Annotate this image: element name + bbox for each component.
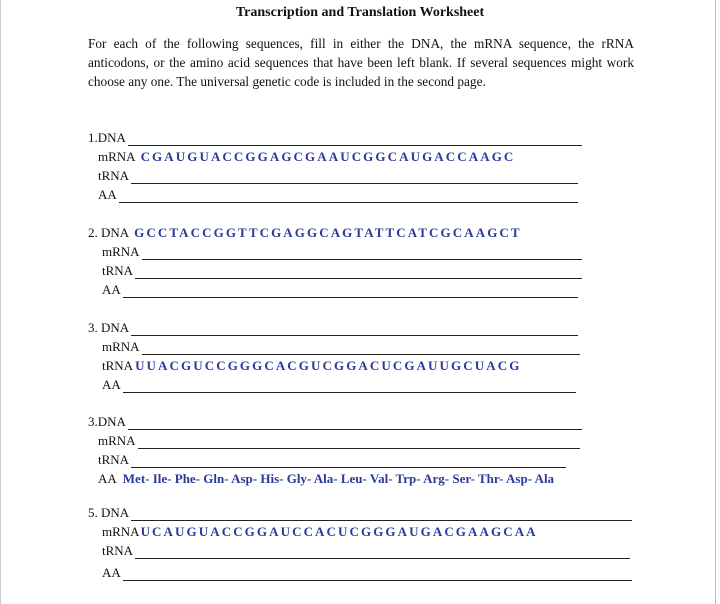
mrna-answer-blank[interactable] (138, 436, 580, 449)
trna-label: tRNA (102, 263, 134, 278)
problem-3-aa-row (102, 377, 576, 393)
dna-answer-blank[interactable] (131, 508, 632, 521)
mrna-label: mRNA (98, 433, 136, 448)
mrna-answer-blank[interactable] (142, 342, 580, 355)
problem-5-aa-row (102, 565, 632, 581)
trna-label: tRNA (98, 452, 130, 467)
problem-1-aa-row (98, 187, 578, 203)
trna-label: tRNA (102, 543, 134, 558)
aa-answer-blank[interactable] (123, 568, 632, 581)
dna-label: 3. DNA (88, 320, 130, 335)
problem-4-aa-row (98, 471, 638, 487)
problem-2-aa-row (102, 282, 578, 298)
page-left-edge (0, 0, 1, 604)
trna-answer-blank[interactable] (135, 546, 630, 559)
aa-label: AA (98, 187, 117, 202)
aa-label: AA (98, 471, 117, 486)
mrna-label: mRNA (102, 524, 140, 539)
problem-3-trna-row (102, 358, 622, 374)
problem-3-dna-row (88, 320, 578, 336)
problem-4-mrna-row (98, 433, 580, 449)
problem-2-trna-row (102, 263, 582, 279)
problem-3-mrna-row (102, 339, 580, 355)
mrna-label: mRNA (98, 149, 136, 164)
dna-answer-blank[interactable] (128, 417, 582, 430)
problem-2-dna-row (88, 225, 628, 241)
problem-2-mrna-row (102, 244, 582, 260)
aa-answer-blank[interactable] (123, 285, 578, 298)
dna-answer-blank[interactable] (131, 323, 578, 336)
worksheet-title: Transcription and Translation Worksheet (235, 5, 485, 20)
trna-answer-blank[interactable] (131, 455, 566, 468)
instructions-paragraph: For each of the following sequences, fill in either the DNA, the mRNA sequence, the rRNA anticodons, or the amino acid sequences that have been left blank. If several sequences might work choose any one. The universal genetic code is included in the second page. (88, 36, 634, 89)
problem-4-dna-row (88, 414, 582, 430)
dna-label: 1.DNA (88, 130, 126, 145)
dna-label: 3.DNA (88, 414, 126, 429)
trna-sequence: UUACGUCCGGGCACGUCGGACUCGAUUGCUACG (135, 358, 522, 373)
mrna-sequence: UCAUGUACCGGAUCCACUCGGGAUGACGAAGCAA (140, 524, 538, 539)
problem-4-trna-row (98, 452, 566, 468)
problem-5-dna-row (88, 505, 632, 521)
page-right-edge (715, 0, 716, 604)
trna-label: tRNA (102, 358, 134, 373)
aa-label: AA (102, 377, 121, 392)
dna-answer-blank[interactable] (128, 133, 582, 146)
trna-answer-blank[interactable] (131, 171, 578, 184)
problem-1-mrna-row (98, 149, 618, 165)
dna-label: 5. DNA (88, 505, 130, 520)
mrna-answer-blank[interactable] (142, 247, 582, 260)
aa-label: AA (102, 565, 121, 580)
aa-answer-blank[interactable] (123, 380, 576, 393)
aa-answer-blank[interactable] (119, 190, 578, 203)
mrna-sequence: CGAUGUACCGGAGCGAAUCGGCAUGACCAAGC (140, 149, 516, 164)
dna-sequence: GCCTACCGGTTCGAGGCAGTATTCATCGCAAGCT (134, 225, 522, 240)
amino-acid-sequence: Met- Ile- Phe- Gln- Asp- His- Gly- Ala- Leu- Val- Trp- Arg- Ser- Thr- Asp- Ala (122, 471, 555, 486)
trna-answer-blank[interactable] (135, 266, 582, 279)
problem-1-trna-row (98, 168, 578, 184)
problem-1-dna-row (88, 130, 582, 146)
mrna-label: mRNA (102, 339, 140, 354)
aa-label: AA (102, 282, 121, 297)
trna-label: tRNA (98, 168, 130, 183)
dna-label: 2. DNA (88, 225, 130, 240)
problem-5-mrna-row (102, 524, 662, 540)
problem-5-trna-row (102, 543, 630, 559)
mrna-label: mRNA (102, 244, 140, 259)
